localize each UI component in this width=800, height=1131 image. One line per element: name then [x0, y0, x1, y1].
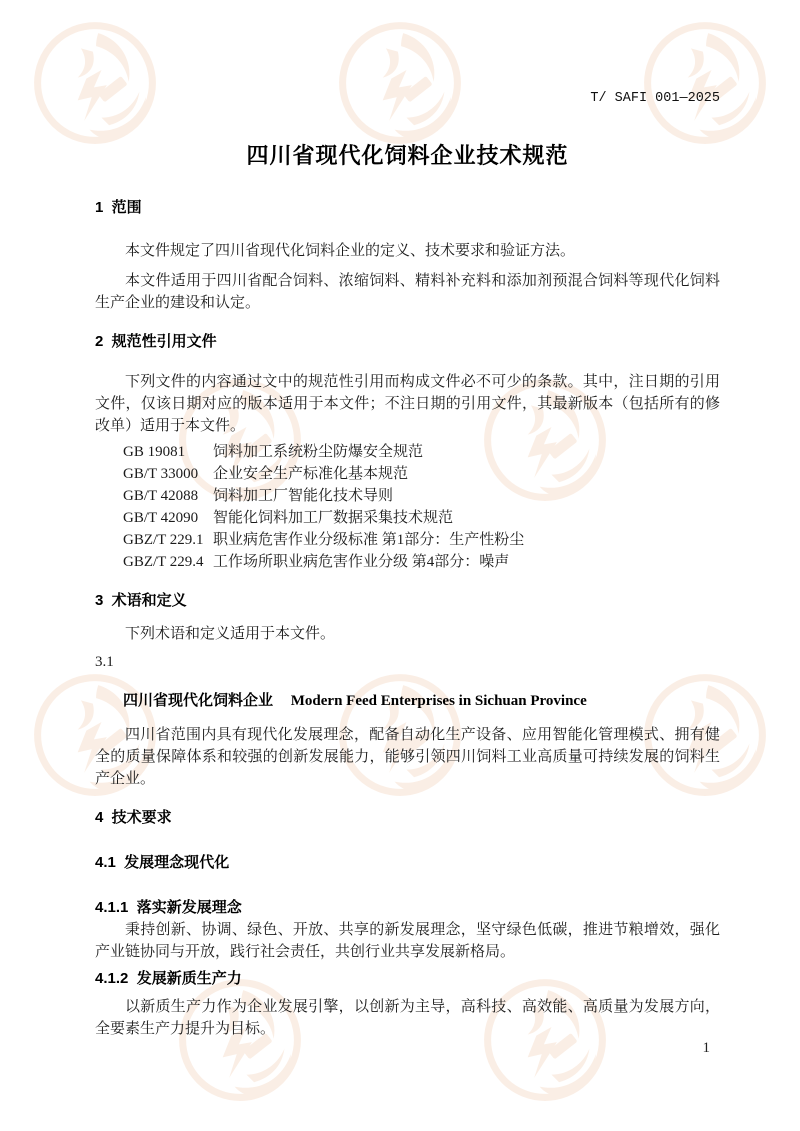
- term-name-zh: 四川省现代化饲料企业: [123, 692, 274, 709]
- section-3-paragraph: 下列术语和定义适用于本文件。: [125, 626, 336, 642]
- reference-item: [95, 441, 720, 463]
- section-4-heading: 4 技术要求: [95, 809, 172, 826]
- section-4-1-1-paragraph: 秉持创新、协调、绿色、开放、共享的新发展理念，坚守绿色低碳，推进节粮增效，强化产业链协同与开放，践行社会责任，共创行业共享发展新格局。: [95, 922, 720, 960]
- reference-title: 职业病危害作业分级标准 第1部分：生产性粉尘: [213, 532, 525, 548]
- page-number: 1: [702, 1040, 710, 1056]
- term-number: 3.1: [95, 654, 114, 670]
- section-4-1-2-paragraph: 以新质生产力作为企业发展引擎，以创新为主导，高科技、高效能、高质量为发展方向，全要素生产力提升为目标。: [95, 999, 720, 1037]
- reference-code: GB 19081: [123, 444, 186, 460]
- term-definition: 四川省范围内具有现代化发展理念，配备自动化生产设备、应用智能化管理模式、拥有健全的质量保障体系和较强的创新发展能力，能够引领四川饲料工业高质量可持续发展的饲料生产企业。: [95, 727, 720, 787]
- reference-title: 饲料加工系统粉尘防爆安全规范: [213, 444, 424, 460]
- section-3-heading: 3 术语和定义: [95, 592, 187, 609]
- page-title: 四川省现代化饲料企业技术规范: [246, 143, 569, 168]
- reference-code: GB/T 33000: [123, 466, 199, 482]
- reference-item: [95, 529, 720, 551]
- reference-item: [95, 463, 720, 485]
- reference-title: 饲料加工厂智能化技术导则: [213, 488, 394, 504]
- reference-code: GBZ/T 229.4: [123, 554, 204, 570]
- section-4-1-1-heading: 4.1.1 落实新发展理念: [95, 899, 242, 916]
- reference-item: [95, 551, 720, 573]
- reference-item: [95, 507, 720, 529]
- reference-title: 智能化饲料加工厂数据采集技术规范: [213, 510, 454, 526]
- normative-references-list: [95, 441, 720, 573]
- reference-code: GB/T 42088: [123, 488, 199, 504]
- standard-code: T/ SAFI 001—2025: [590, 91, 720, 106]
- section-2-heading: 2 规范性引用文件: [95, 333, 217, 350]
- section-1-heading: 1 范围: [95, 199, 142, 216]
- term-name-en: Modern Feed Enterprises in Sichuan Province: [290, 693, 587, 709]
- section-2-paragraph: 下列文件的内容通过文中的规范性引用而构成文件必不可少的条款。其中，注日期的引用文件，仅该日期对应的版本适用于本文件；不注日期的引用文件，其最新版本（包括所有的修改单）适用于本文件。: [95, 374, 720, 434]
- reference-code: GBZ/T 229.1: [123, 532, 204, 548]
- reference-title: 工作场所职业病危害作业分级 第4部分：噪声: [213, 554, 510, 570]
- section-4-1-heading: 4.1 发展理念现代化: [95, 854, 230, 871]
- section-1-paragraph: 本文件适用于四川省配合饲料、浓缩饲料、精料补充料和添加剂预混合饲料等现代化饲料生产企业的建设和认定。: [95, 273, 720, 311]
- reference-code: GB/T 42090: [123, 510, 199, 526]
- reference-title: 企业安全生产标准化基本规范: [213, 466, 409, 482]
- reference-item: [95, 485, 720, 507]
- term-line: [95, 690, 720, 712]
- section-1-paragraph: 本文件规定了四川省现代化饲料企业的定义、技术要求和验证方法。: [125, 243, 576, 259]
- section-4-1-2-heading: 4.1.2 发展新质生产力: [95, 970, 242, 987]
